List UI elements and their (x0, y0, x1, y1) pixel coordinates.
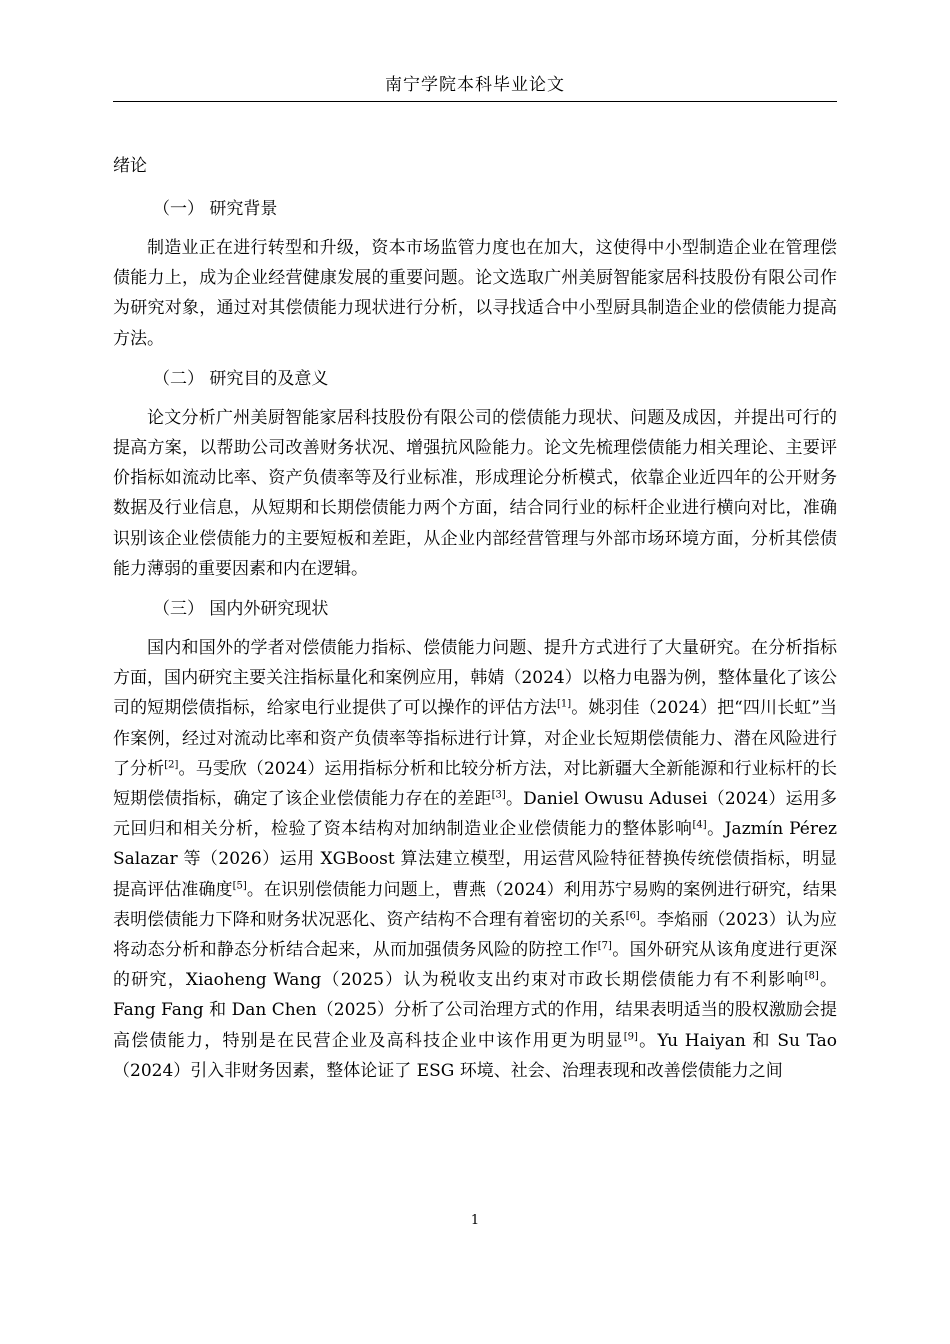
paragraph-text-segment: 。Yu Haiyan 和 Su Tao（2024）引入非财务因素，整体论证了 ESG 环境、社会、治理表现和改善偿债能力之间 (113, 1030, 837, 1081)
paragraph-literature-review (113, 633, 837, 1086)
paragraph-text-segment: 国内和国外的学者对偿债能力指标、偿债能力问题、提升方式进行了大量研究。在分析指标方面，国内研究主要关注指标量化和案例应用，韩婧（2024）以格力电器为例，整体量化了该公司的短期偿债指标，给家电行业提供了可以操作的评估方法 (113, 638, 837, 719)
citation-reference: [8] (804, 970, 819, 982)
citation-reference: [5] (232, 880, 247, 891)
section-heading-background: （一） 研究背景 (153, 199, 278, 219)
paragraph-text-segment: 。李焰丽（2023）认为应将动态分析和静态分析结合起来，从而加强债务风险的防控工作 (113, 909, 837, 961)
citation-reference: [6] (625, 910, 640, 922)
paragraph-text-segment: 。Fang Fang 和 Dan Chen（2025）分析了公司治理方式的作用，结果表明适当的股权激励会提高偿债能力，特别是在民营企业及高科技企业中该作用更为明显 (113, 970, 837, 1051)
paragraph-text-segment: 。国外研究从该角度进行更深的研究，Xiaoheng Wang（2025）认为税收支出约束对市政长期偿债能力有不利影响 (113, 940, 838, 991)
paragraph-text-segment: 。在识别偿债能力问题上，曹燕（2024）利用苏宁易购的案例进行研究，结果表明偿债能力下降和财务状况恶化、资产结构不合理有着密切的关系 (113, 879, 837, 930)
page-number: 1 (470, 1213, 480, 1228)
paragraph-text-segment: 。Jazmín Pérez Salazar 等（2026）运用 XGBoost 算法建立模型，用运营风险特征替换传统偿债指标，明显提高评估准确度 (113, 819, 837, 900)
running-header-title: 南宁学院本科毕业论文 (385, 75, 565, 95)
paragraph-purpose: 论文分析广州美厨智能家居科技股份有限公司的偿债能力现状、问题及成因，并提出可行的提高方案，以帮助公司改善财务状况、增强抗风险能力。论文先梳理偿债能力相关理论、主要评价指标如流动比率、资产负债率等及行业标准，形成理论分析模式，依靠企业近四年的公开财务数据及行业信息，从短期和长期偿债能力两个方面，结合同行业的标杆企业进行横向对比，准确识别该企业偿债能力的主要短板和差距，从企业内部经营管理与外部市场环境方面，分析其偿债能力薄弱的重要因素和内在逻辑。 (113, 407, 837, 579)
citation-reference: [4] (692, 819, 707, 831)
citation-reference: [1] (557, 698, 572, 710)
paragraph-text-segment: 。Daniel Owusu Adusei（2024）运用多元回归和相关分析，检验了资本结构对加纳制造业企业偿债能力的整体影响 (113, 789, 837, 840)
paragraph-text-segment: 。姚羽佳（2024）把“四川长虹”当作案例，经过对流动比率和资产负债率等指标进行计算，对企业长短期偿债能力、潜在风险进行了分析 (113, 698, 837, 779)
paragraph-text-segment: 。马雯欣（2024）运用指标分析和比较分析方法，对比新疆大全新能源和行业标杆的长短期偿债指标，确定了该企业偿债能力存在的差距 (113, 758, 838, 810)
header-divider (113, 101, 837, 102)
citation-reference: [9] (623, 1031, 638, 1043)
page-body (113, 148, 837, 1086)
chapter-title: 绪论 (113, 156, 147, 176)
citation-reference: [3] (491, 789, 506, 801)
paragraph-background: 制造业正在进行转型和升级，资本市场监管力度也在加大，这使得中小型制造企业在管理偿债能力上，成为企业经营健康发展的重要问题。论文选取广州美厨智能家居科技股份有限公司作为研究对象，通过对其偿债能力现状进行分析，以寻找适合中小型厨具制造企业的偿债能力提高方法。 (113, 238, 837, 349)
citation-reference: [2] (164, 759, 179, 771)
citation-reference: [7] (597, 940, 612, 952)
section-heading-literature-review: （三） 国内外研究现状 (153, 599, 329, 620)
section-heading-purpose: （二） 研究目的及意义 (153, 368, 329, 389)
